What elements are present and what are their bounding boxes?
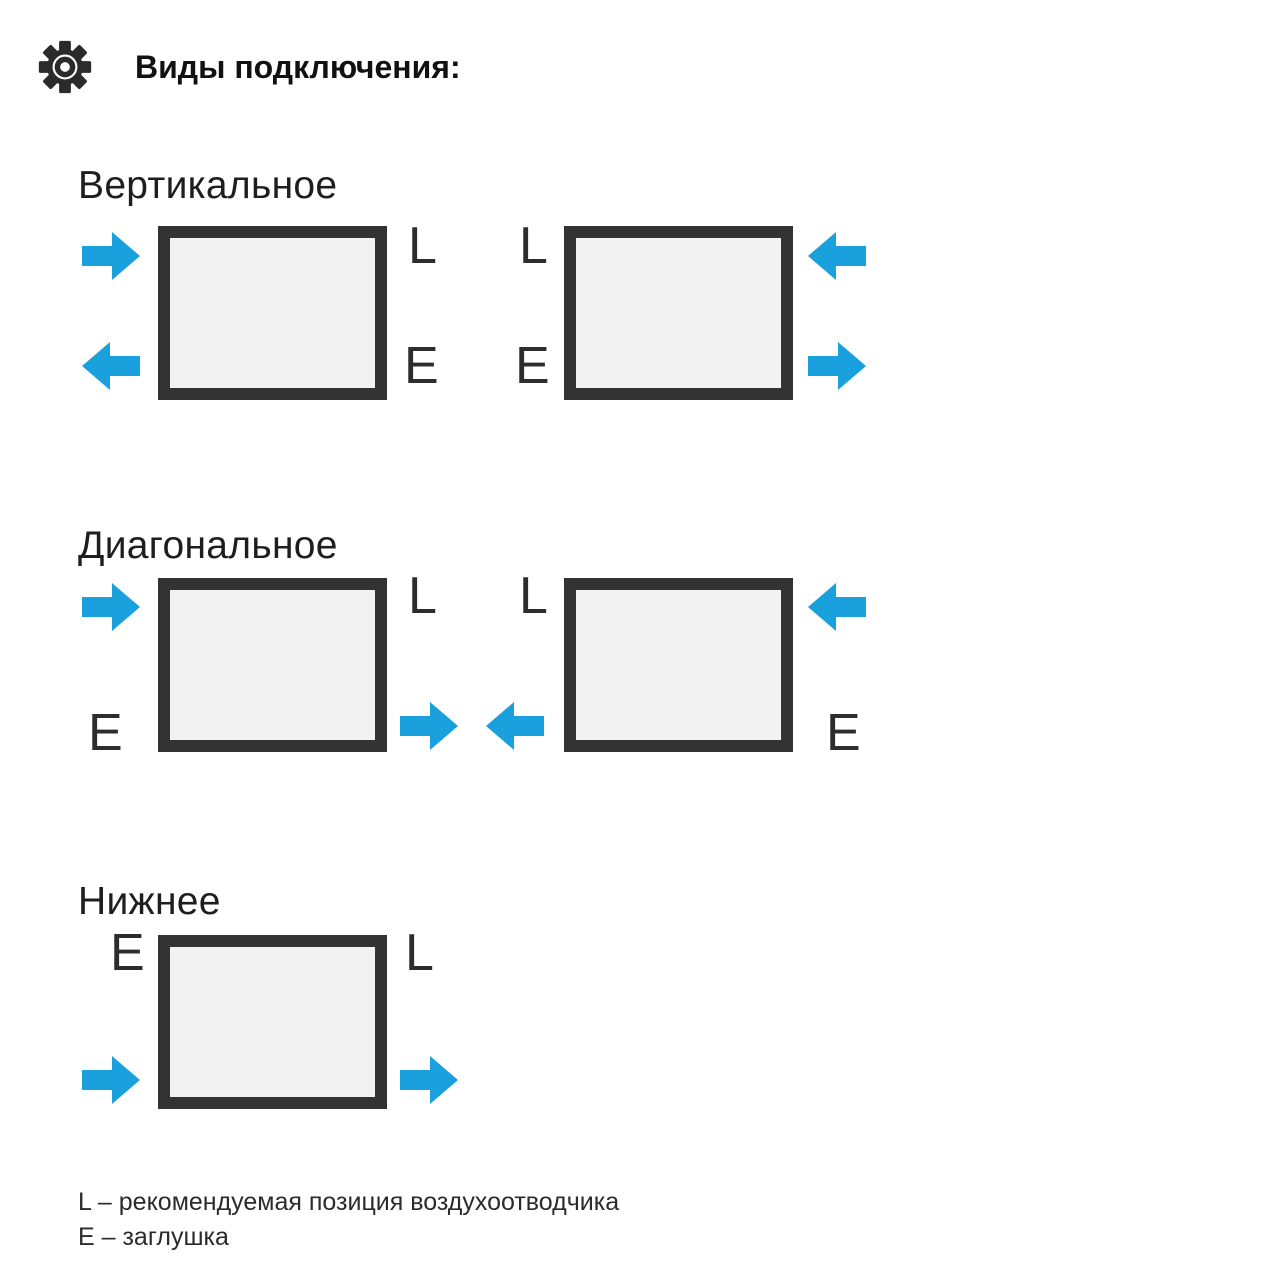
port-label-E: E — [404, 337, 439, 395]
flow-arrow-right-icon — [82, 232, 140, 280]
port-label-L: L — [408, 217, 437, 275]
section-title-vertical: Вертикальное — [78, 164, 338, 207]
port-label-E: E — [515, 337, 550, 395]
flow-arrow-left-icon — [486, 702, 544, 750]
radiator-rect-diagonal-left — [158, 578, 387, 752]
flow-arrow-right-icon — [82, 1056, 140, 1104]
flow-arrow-right-icon — [82, 583, 140, 631]
port-label-L: L — [519, 567, 548, 625]
flow-arrow-left-icon — [808, 232, 866, 280]
flow-arrow-right-icon — [808, 342, 866, 390]
port-label-L: L — [519, 217, 548, 275]
flow-arrow-right-icon — [400, 702, 458, 750]
section-title-diagonal: Диагональное — [78, 524, 338, 567]
radiator-rect-vertical-left — [158, 226, 387, 400]
port-label-E: E — [826, 704, 861, 762]
radiator-rect-vertical-right — [564, 226, 793, 400]
port-label-L: L — [408, 567, 437, 625]
port-label-E: E — [88, 704, 123, 762]
radiator-rect-diagonal-right — [564, 578, 793, 752]
flow-arrow-right-icon — [400, 1056, 458, 1104]
section-title-bottom: Нижнее — [78, 880, 221, 923]
port-label-L: L — [405, 924, 434, 982]
page-title: Виды подключения: — [135, 49, 461, 85]
flow-arrow-left-icon — [808, 583, 866, 631]
radiator-rect-bottom — [158, 935, 387, 1109]
legend-line-plug: E – заглушка — [78, 1223, 229, 1251]
port-label-E: E — [110, 924, 145, 982]
gear-icon — [38, 40, 92, 94]
flow-arrow-left-icon — [82, 342, 140, 390]
legend-line-air-vent: L – рекомендуемая позиция воздухоотводчика — [78, 1188, 620, 1216]
